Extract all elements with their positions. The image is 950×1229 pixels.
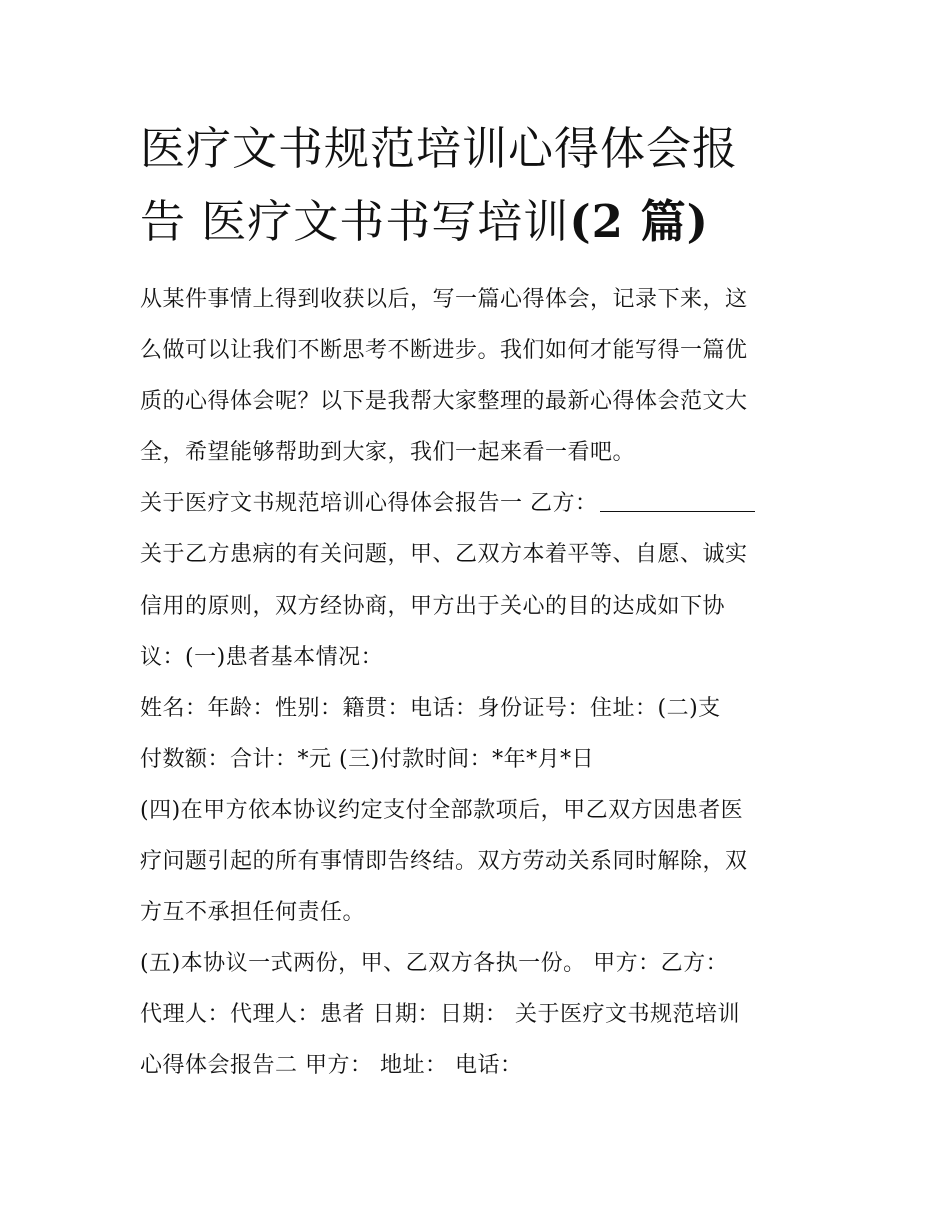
text-line-9: 姓名：年龄：性别：籍贯：电话：身份证号：住址：(二)支 [140,695,721,721]
text-line-4: 全，希望能够帮助到大家，我们一起来看一看吧。 [140,440,636,466]
text-line-10: 付数额：合计：*元 (三)付款时间：*年*月*日 [140,746,595,772]
text-line-2: 么做可以让我们不断思考不断进步。我们如何才能写得一篇优 [140,338,748,364]
text-line-6: 关于乙方患病的有关问题，甲、乙双方本着平等、自愿、诚实 [140,542,748,568]
title-line-1: 医疗文书规范培训心得体会报 [140,122,739,175]
text-line-8: 议：(一)患者基本情况： [140,644,384,670]
text-line-7: 信用的原则，双方经协商，甲方出于关心的目的达成如下协 [140,593,726,619]
title-part-count: (2 篇) [569,195,709,248]
text-line-14: (五)本协议一式两份，甲、乙双方各执一份。 甲方：乙方： [140,951,729,977]
text-line-16: 心得体会报告二 甲方： 地址： 电话： [140,1053,523,1079]
text-line-1: 从某件事情上得到收获以后，写一篇心得体会，记录下来，这 [140,287,748,312]
text-line-5-wrap [140,478,820,529]
text-line-3: 质的心得体会呢？以下是我帮大家整理的最新心得体会范文大 [140,389,748,415]
text-line-12: 疗问题引起的所有事情即告终结。双方劳动关系同时解除，双 [140,849,748,875]
text-line-5: 关于医疗文书规范培训心得体会报告一 乙方： [140,491,598,517]
text-line-13: 方互不承担任何责任。 [140,900,366,926]
fill-in-blank [600,489,755,512]
title-line-2-text: 告 医疗文书书写培训 [140,195,570,248]
document-title [140,112,820,258]
title-line-2 [140,185,820,258]
document-body [140,274,820,1092]
text-line-11: (四)在甲方依本协议约定支付全部款项后，甲乙双方因患者医 [140,797,744,823]
text-line-15: 代理人：代理人：患者 日期：日期： 关于医疗文书规范培训 [140,1002,740,1028]
